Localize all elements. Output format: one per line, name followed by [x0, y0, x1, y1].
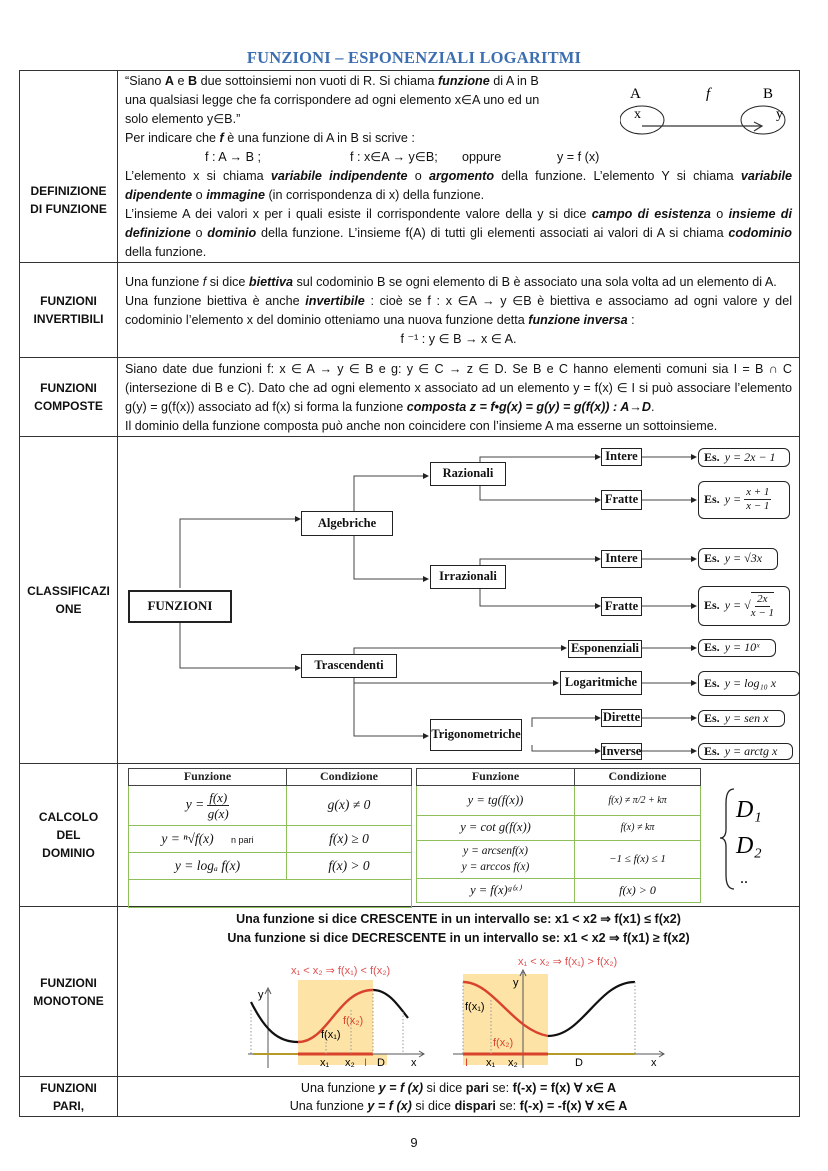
pari-definition: Una funzione y = f (x) si dice pari se: f(-x) = f(x) ∀ x∈ A: [300, 1081, 617, 1095]
label-dominio: CALCOLO DEL DOMINIO: [20, 764, 118, 907]
example-rat-fratte: Es. y = $\frac{x + 1}{x - 1}$: [698, 481, 790, 519]
svg-text:f(x₁): f(x₁): [465, 1000, 485, 1013]
increasing-function-graph: [243, 950, 428, 1072]
svg-text:x₁ < x₂ ⇒ f(x₁) < f(x₂): x₁ < x₂ ⇒ f(x₁) < f(x₂): [291, 964, 391, 977]
svg-text:y: y: [513, 976, 519, 989]
node-logaritmiche: Logaritmiche: [560, 671, 642, 695]
svg-text:D: D: [575, 1056, 583, 1069]
content-classificazione: [118, 437, 800, 764]
label-composte: FUNZIONI COMPOSTE: [20, 358, 118, 437]
example-irr-intere: Es. y = √3x: [698, 548, 778, 570]
svg-text:x₁: x₁: [320, 1056, 330, 1069]
crescente-definition: Una funzione si dice CRESCENTE in un intervallo se: x1 < x2 ⇒ f(x1) ≤ f(x2): [236, 911, 681, 926]
decreasing-function-graph: [453, 950, 678, 1072]
example-dirette: Es. y = sen x: [698, 710, 785, 727]
label-invertibili: FUNZIONI INVERTIBILI: [20, 263, 118, 358]
example-rat-intere: Es. y = 2x − 1: [698, 448, 790, 467]
row-monotone: [20, 907, 800, 1077]
decrescente-definition: Una funzione si dice DECRESCENTE in un intervallo se: x1 < x2 ⇒ f(x1) ≥ f(x2): [227, 930, 690, 945]
domain-table-left: Funzione Condizione y = $\frac{f(x)}{g(x)}$ g(x) ≠ 0 y = ⁿ√f(x) n pari f(x) ≥ 0 y = logₐ f(x) f(x) > 0: [128, 768, 412, 908]
svg-text:x: x: [411, 1056, 417, 1069]
domain-table-right: Funzione Condizione y = tg(f(x)) f(x) ≠ π/2 + kπ y = cot g(f(x)) f(x) ≠ kπ y = arcsenf(x) y = arccos f(x) −1 ≤ f(x) ≤ 1 y = f(x)ᵍ⁽ˣ⁾ f(x) > 0: [416, 768, 701, 903]
svg-text:..: ..: [740, 869, 748, 887]
node-trigonometriche: Trigonometriche: [430, 719, 522, 751]
svg-text:B: B: [763, 86, 774, 102]
svg-text:I: I: [364, 1056, 368, 1069]
node-irrazionali: Irrazionali: [430, 565, 506, 589]
svg-text:x₂: x₂: [345, 1056, 355, 1069]
row-invertibili: [20, 263, 800, 358]
node-funzioni: FUNZIONI: [128, 590, 232, 623]
table-row: y = arcsenf(x) y = arccos f(x) −1 ≤ f(x) ≤ 1: [417, 840, 701, 878]
label-line: DEFINIZIONE: [30, 183, 107, 198]
row-classificazione: [20, 437, 800, 764]
svg-text:f(x₂): f(x₂): [343, 1014, 364, 1027]
svg-text:A: A: [630, 86, 641, 102]
dispari-definition: Una funzione y = f (x) si dice dispari se: f(-x) = -f(x) ∀ x∈ A: [289, 1099, 628, 1113]
svg-text:x: x: [651, 1056, 657, 1069]
svg-text:D₁: D₁: [736, 796, 762, 823]
content-dominio: [118, 764, 800, 907]
inverse-formula: f ⁻¹ : y ∈ B → x ∈ A.: [400, 331, 517, 346]
example-esponenziali: Es. y = 10ˣ: [698, 639, 776, 657]
node-esponenziali: Esponenziali: [568, 640, 642, 658]
example-irr-fratte: Es. y = √ $\frac{2x}{x - 1}$: [698, 586, 790, 626]
node-irr-intere: Intere: [601, 550, 642, 568]
svg-text:f(x₁): f(x₁): [321, 1028, 341, 1041]
content-monotone: [118, 907, 800, 1077]
indicate-text: Per indicare che f è una funzione di A in B si scrive :: [125, 131, 415, 145]
node-irr-fratte: Fratte: [601, 597, 642, 616]
table-row: y = logₐ f(x) f(x) > 0: [129, 852, 412, 879]
table-row: y = tg(f(x)) f(x) ≠ π/2 + kπ: [417, 785, 701, 815]
content-composte: Siano date due funzioni f: x ∈ A → y ∈ B e g: y ∈ C → z ∈ D. Se B e C hanno elementi comuni sia I = B ∩ C (intersezione di B e C). Dato che ad ogni elemento x associato ad un elemento y = f(x) ∈ I si può associare l’elemento g(y) = g(f(x)) associato ad f(x) si forma la funzione composta z = f•g(x) = g(y) = g(f(x)) : A→D. Il dominio della funzione composta può anche non coincidere con l’insieme A ma esserne un sottoinsieme.: [118, 358, 800, 437]
label-line: DI FUNZIONE: [30, 201, 107, 216]
table-row: y = cot g(f(x)) f(x) ≠ kπ: [417, 815, 701, 840]
example-logaritmiche: Es. y = log₁₀ x: [698, 671, 800, 696]
table-row: y = $\frac{f(x)}{g(x)}$ g(x) ≠ 0: [129, 785, 412, 825]
label-monotone: FUNZIONI MONOTONE: [20, 907, 118, 1077]
content-invertibili: Una funzione f si dice biettiva sul codominio B se ogni elemento di B è associato una sola volta ad un elemento di A. Una funzione biettiva è anche invertibile : cioè se f : x ∈A → y ∈B è biettiva e associamo ad ogni valore y del codominio l’elemento x del dominio otteniamo una nuova funzione detta funzione inversa : f ⁻¹ : y ∈ B → x ∈ A.: [118, 263, 800, 358]
quote-text: “Siano A e B due sottoinsiemi non vuoti di R. Si chiama funzione di A in B una qualsiasi legge che fa corrispondere ad ogni elemento x∈A uno ed un solo elemento y∈B.”: [125, 74, 540, 126]
node-dirette: Dirette: [601, 709, 642, 727]
summary-table: [19, 70, 800, 1117]
table-row: y = ⁿ√f(x) n pari f(x) ≥ 0: [129, 825, 412, 852]
node-rat-fratte: Fratte: [601, 490, 642, 510]
svg-text:y: y: [258, 988, 264, 1001]
label-pari: FUNZIONI PARI,: [20, 1077, 118, 1117]
row-pari: [20, 1077, 800, 1117]
node-razionali: Razionali: [430, 462, 506, 486]
node-trascendenti: Trascendenti: [301, 654, 397, 678]
page-title: FUNZIONI – ESPONENZIALI LOGARITMI: [246, 48, 582, 67]
table-row: y = f(x)ᵍ⁽ˣ⁾ f(x) > 0: [417, 878, 701, 902]
svg-text:f(x₂): f(x₂): [493, 1036, 514, 1049]
row-dominio: [20, 764, 800, 907]
label-classificazione: CLASSIFICAZI ONE: [20, 437, 118, 764]
svg-text:y: y: [776, 107, 783, 122]
classification-tree: [118, 438, 799, 763]
label-definizione: [20, 71, 118, 263]
svg-text:x₁ < x₂ ⇒ f(x₁) > f(x₂): x₁ < x₂ ⇒ f(x₁) > f(x₂): [518, 955, 618, 968]
domain-intersection-brace: [718, 783, 788, 893]
row-composte: [20, 358, 800, 437]
svg-text:f: f: [706, 86, 711, 102]
page-number: 9: [410, 1135, 418, 1150]
row-definizione: [20, 71, 800, 263]
svg-text:D₂: D₂: [736, 832, 762, 859]
content-definizione: [118, 71, 800, 263]
node-algebriche: Algebriche: [301, 511, 393, 536]
svg-text:x₁: x₁: [486, 1056, 496, 1069]
svg-text:x: x: [634, 107, 641, 122]
node-rat-intere: Intere: [601, 448, 642, 466]
svg-text:x₂: x₂: [508, 1056, 518, 1069]
function-mapping-diagram: [620, 82, 790, 142]
example-inverse: Es. y = arctg x: [698, 743, 793, 760]
variables-text: L’elemento x si chiama variabile indipendente o argomento della funzione. L’elemento Y si chiama variabile dipendente o immagine (in corrispondenza di x) della funzione.: [125, 169, 792, 202]
notation-line: f : A → B ; f : x∈A → y∈B; oppure y = f (x): [205, 150, 600, 164]
svg-text:D: D: [377, 1056, 385, 1069]
node-inverse: Inverse: [601, 743, 642, 758]
svg-text:I: I: [465, 1056, 469, 1069]
content-pari: [118, 1077, 800, 1117]
domain-text: L’insieme A dei valori x per i quali esiste il corrispondente valore della y si dice campo di esistenza o insieme di definizione o dominio della funzione. L’insieme f(A) di tutti gli elementi associati ai valori di A si chiama codominio della funzione.: [125, 207, 792, 259]
